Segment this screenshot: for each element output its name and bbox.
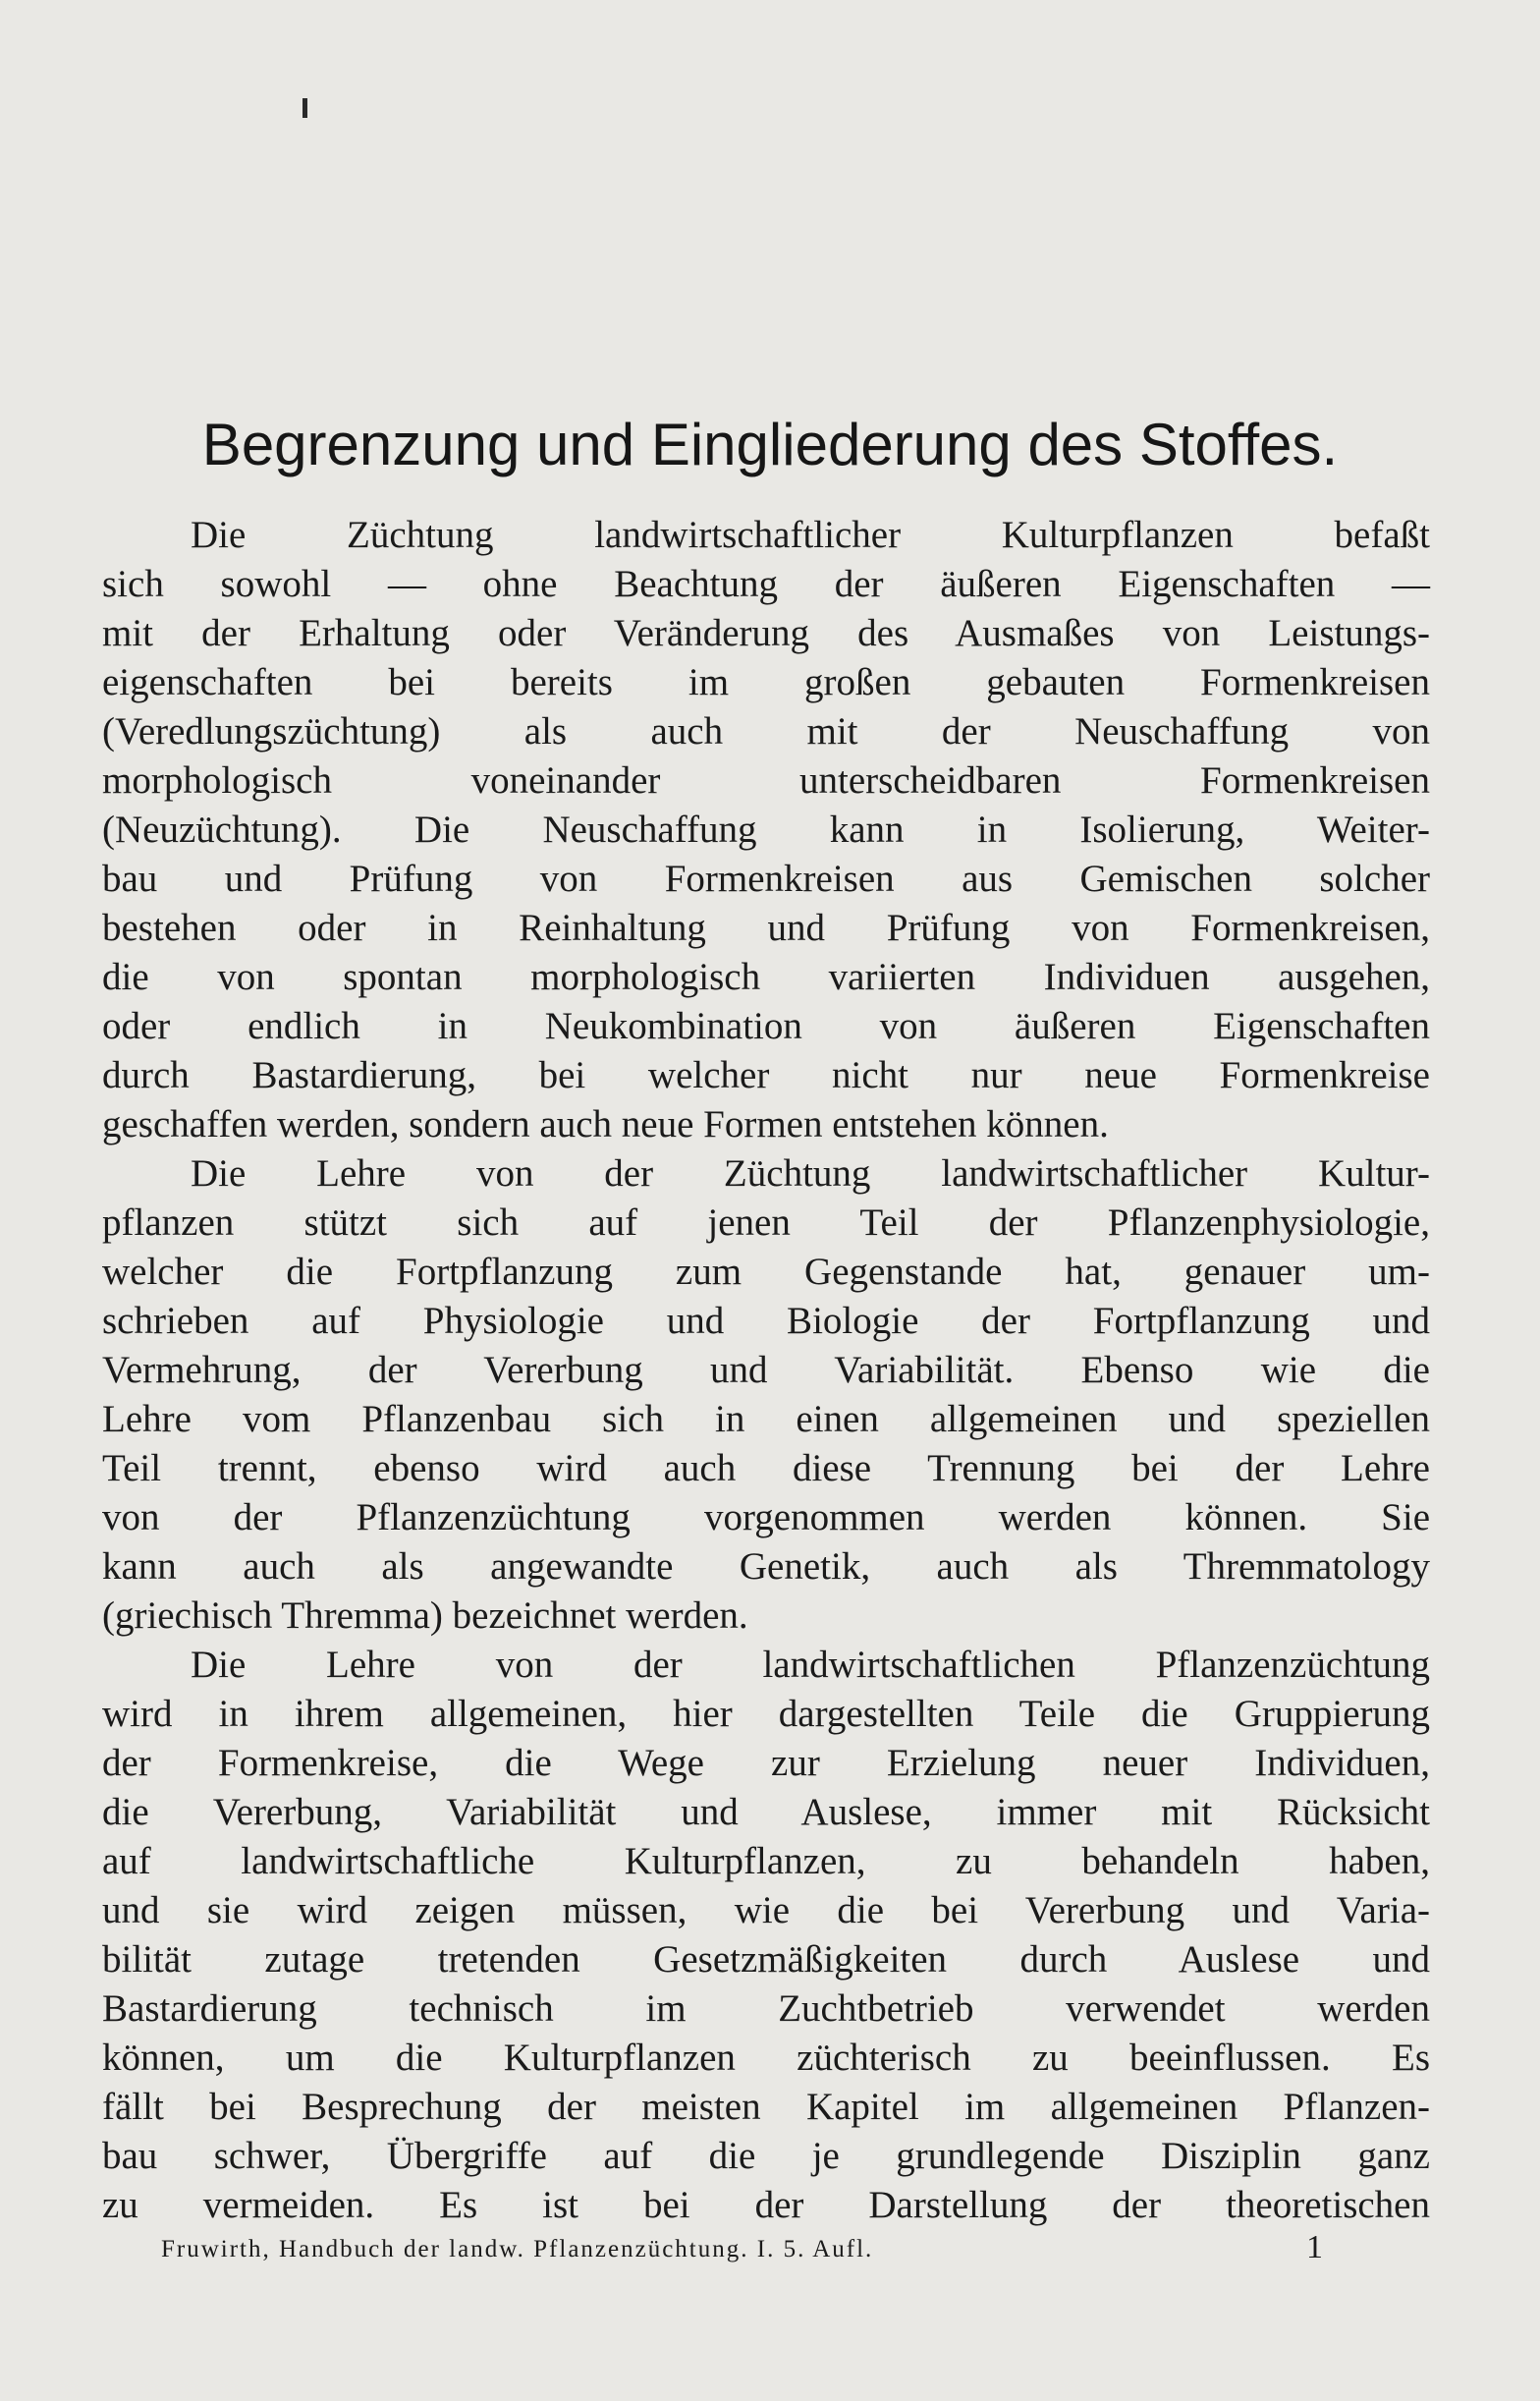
text-line: welcher die Fortpflanzung zum Gegenstande hat, genauer um- [102,1251,1430,1293]
text-line: können, um die Kulturpflanzen züchterisch zu beeinflussen. Es [102,2037,1430,2079]
page-footer: Fruwirth, Handbuch der landw. Pflanzenzüchtung. I. 5. Aufl. [161,2236,874,2262]
text-line: auf landwirtschaftliche Kulturpflanzen, zu behandeln haben, [102,1840,1430,1882]
text-line: morphologisch voneinander unterscheidbaren Formenkreisen [102,759,1430,802]
text-line: oder endlich in Neukombination von äußeren Eigenschaften [102,1005,1430,1047]
text-line: Die Lehre von der landwirtschaftlichen Pflanzenzüchtung [191,1644,1430,1686]
text-line: sich sowohl — ohne Beachtung der äußeren Eigenschaften — [102,563,1430,605]
text-line: zu vermeiden. Es ist bei der Darstellung der theoretischen [102,2184,1430,2226]
text-line: von der Pflanzenzüchtung vorgenommen werden können. Sie [102,1496,1430,1538]
text-line: (Neuzüchtung). Die Neuschaffung kann in Isolierung, Weiter- [102,809,1430,851]
text-line: eigenschaften bei bereits im großen gebauten Formenkreisen [102,661,1430,703]
text-line: schrieben auf Physiologie und Biologie der Fortpflanzung und [102,1300,1430,1342]
text-line: die von spontan morphologisch variierten Individuen ausgehen, [102,956,1430,998]
body-text [102,511,1430,2230]
text-line: und sie wird zeigen müssen, wie die bei Vererbung und Varia- [102,1889,1430,1931]
text-line: die Vererbung, Variabilität und Auslese, immer mit Rücksicht [102,1791,1430,1833]
ink-speck [302,98,307,118]
text-line: Bastardierung technisch im Zuchtbetrieb verwendet werden [102,1987,1430,2030]
text-line: wird in ihrem allgemeinen, hier dargestellten Teile die Gruppierung [102,1693,1430,1735]
text-line: geschaffen werden, sondern auch neue Formen entstehen können. [102,1103,1109,1145]
text-line: durch Bastardierung, bei welcher nicht nur neue Formenkreise [102,1054,1430,1096]
text-line: Vermehrung, der Vererbung und Variabilität. Ebenso wie die [102,1349,1430,1391]
text-line: kann auch als angewandte Genetik, auch als Thremmatology [102,1545,1430,1588]
text-line: (Veredlungszüchtung) als auch mit der Neuschaffung von [102,710,1430,753]
text-line: bilität zutage tretenden Gesetzmäßigkeiten durch Auslese und [102,1938,1430,1981]
text-line: Lehre vom Pflanzenbau sich in einen allgemeinen und speziellen [102,1398,1430,1440]
text-line: (griechisch Thremma) bezeichnet werden. [102,1594,748,1637]
text-line: Teil trennt, ebenso wird auch diese Trennung bei der Lehre [102,1447,1430,1489]
page-number: 1 [1306,2229,1323,2265]
text-line: Die Züchtung landwirtschaftlicher Kulturpflanzen befaßt [191,514,1430,556]
text-line: bau und Prüfung von Formenkreisen aus Gemischen solcher [102,858,1430,900]
text-line: fällt bei Besprechung der meisten Kapitel im allgemeinen Pflanzen- [102,2086,1430,2128]
section-title: Begrenzung und Eingliederung des Stoffes. [201,412,1339,477]
text-line: der Formenkreise, die Wege zur Erzielung neuer Individuen, [102,1742,1430,1784]
text-line: pflanzen stützt sich auf jenen Teil der Pflanzenphysiologie, [102,1201,1430,1244]
text-line: mit der Erhaltung oder Veränderung des Ausmaßes von Leistungs- [102,612,1430,654]
text-line: Die Lehre von der Züchtung landwirtschaftlicher Kultur- [191,1152,1430,1195]
text-line: bau schwer, Übergriffe auf die je grundlegende Disziplin ganz [102,2135,1430,2177]
text-line: bestehen oder in Reinhaltung und Prüfung von Formenkreisen, [102,907,1430,949]
